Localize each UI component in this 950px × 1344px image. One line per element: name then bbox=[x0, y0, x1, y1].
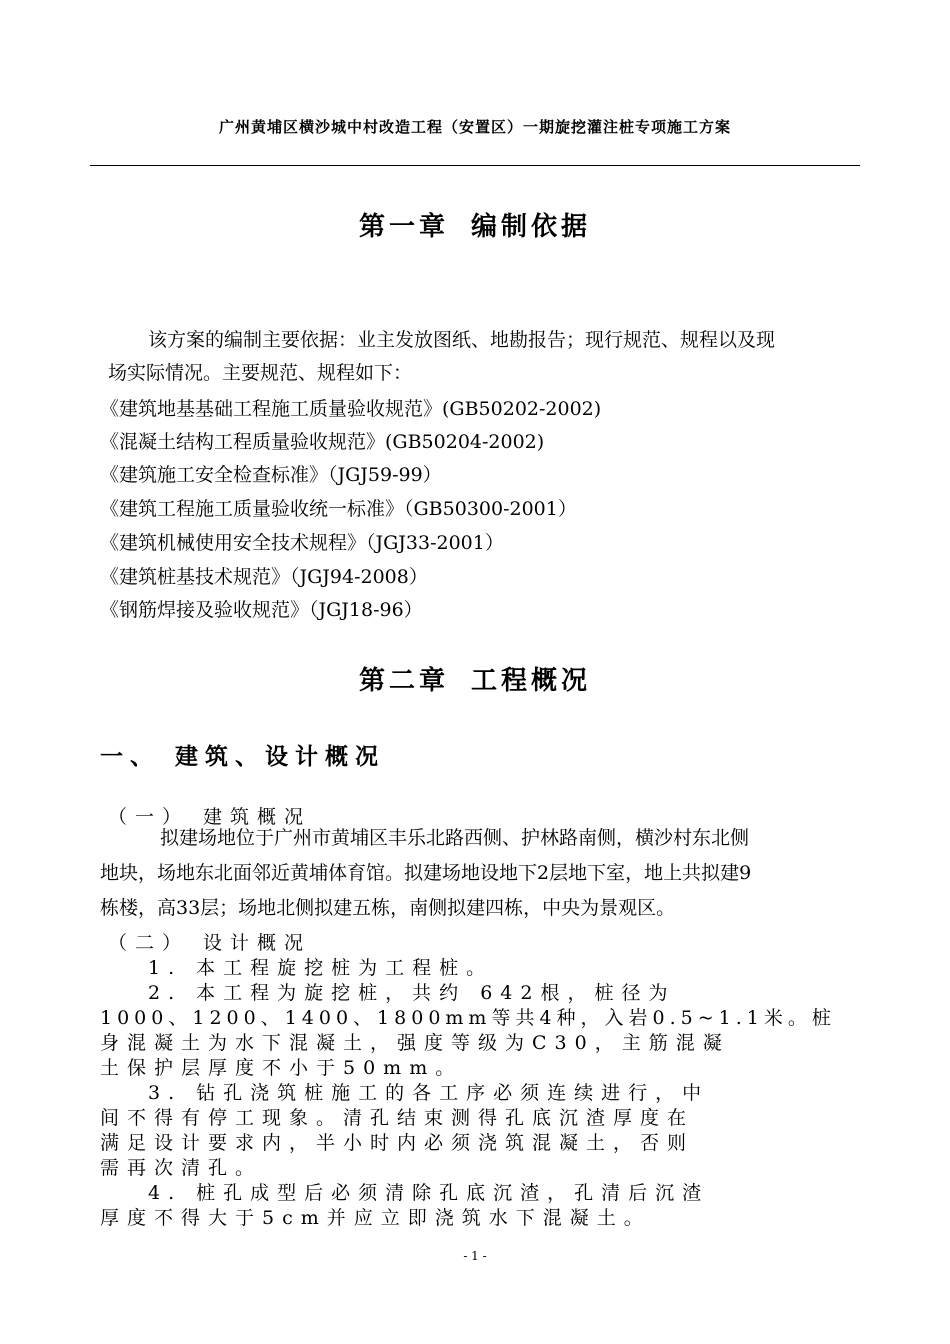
reference-item: 《建筑施工安全检查标准》（JGJ59-99） bbox=[100, 464, 442, 486]
building-overview-line: 拟建场地位于广州市黄埔区丰乐北路西侧、护林路南侧，横沙村东北侧 bbox=[160, 827, 750, 849]
reference-item: 《建筑机械使用安全技术规程》（JGJ33-2001） bbox=[100, 532, 504, 554]
design-overview-line: 需再次清孔。 bbox=[100, 1157, 263, 1179]
intro-line-1: 该方案的编制主要依据：业主发放图纸、地勘报告；现行规范、规程以及现 bbox=[148, 329, 776, 351]
header-divider bbox=[90, 165, 860, 166]
design-overview-line: 3. 钻孔浇筑桩施工的各工序必须连续进行，中 bbox=[148, 1082, 710, 1104]
reference-item: 《混凝土结构工程质量验收规范》(GB50204-2002) bbox=[100, 431, 545, 453]
chapter-1-name: 编制依据 bbox=[471, 212, 592, 242]
reference-item: 《建筑桩基技术规范》（JGJ94-2008） bbox=[100, 566, 428, 588]
chapter-1-number: 第一章 bbox=[358, 212, 449, 242]
section-1-title: 一、 建筑、设计概况 bbox=[100, 744, 386, 770]
page-number: - 1 - bbox=[463, 1249, 487, 1263]
building-overview-line: 地块，场地东北面邻近黄埔体育馆。拟建场地设地下2层地下室，地上共拟建9 bbox=[100, 862, 752, 884]
chapter-2-name: 工程概况 bbox=[471, 666, 592, 696]
chapter-2-title bbox=[90, 660, 860, 697]
design-overview-line: 2. 本工程为旋挖桩，共约 642根，桩径为 bbox=[148, 982, 676, 1004]
reference-item: 《钢筋焊接及验收规范》（JGJ18-96） bbox=[100, 599, 423, 621]
chapter-2-number: 第二章 bbox=[358, 666, 449, 696]
page-header: 广州黄埔区横沙城中村改造工程（安置区）一期旋挖灌注桩专项施工方案 bbox=[218, 118, 731, 136]
intro-line-2: 场实际情况。主要规范、规程如下： bbox=[108, 362, 413, 384]
chapter-1-title bbox=[90, 206, 860, 243]
design-overview-line: 身混凝土为水下混凝土，强度等级为C30，主筋混凝 bbox=[100, 1032, 730, 1054]
design-overview-line: 间不得有停工现象。清孔结束测得孔底沉渣厚度在 bbox=[100, 1107, 695, 1129]
design-overview-line: 土保护层厚度不小于50mm。 bbox=[100, 1057, 463, 1079]
reference-item: 《建筑地基基础工程施工质量验收规范》(GB50202-2002) bbox=[100, 398, 602, 420]
reference-item: 《建筑工程施工质量验收统一标准》（GB50300-2001） bbox=[100, 498, 577, 520]
design-overview-line: 厚度不得大于5cm并应立即浇筑水下混凝土。 bbox=[100, 1207, 651, 1229]
subsection-2-title: （二） 设计概况 bbox=[108, 932, 312, 954]
design-overview-line: 4. 桩孔成型后必须清除孔底沉渣，孔清后沉渣 bbox=[148, 1182, 710, 1204]
design-overview-line: 1000、1200、1400、1800mm等共4种，入岩0.5~1.1米。桩 bbox=[100, 1007, 836, 1029]
design-overview-line: 1. 本工程旋挖桩为工程桩。 bbox=[148, 957, 494, 979]
design-overview-line: 满足设计要求内，半小时内必须浇筑混凝土，否则 bbox=[100, 1132, 695, 1154]
building-overview-line: 栋楼，高33层；场地北侧拟建五栋，南侧拟建四栋，中央为景观区。 bbox=[100, 897, 676, 919]
subsection-1-title: （一） 建筑概况 bbox=[108, 806, 312, 828]
